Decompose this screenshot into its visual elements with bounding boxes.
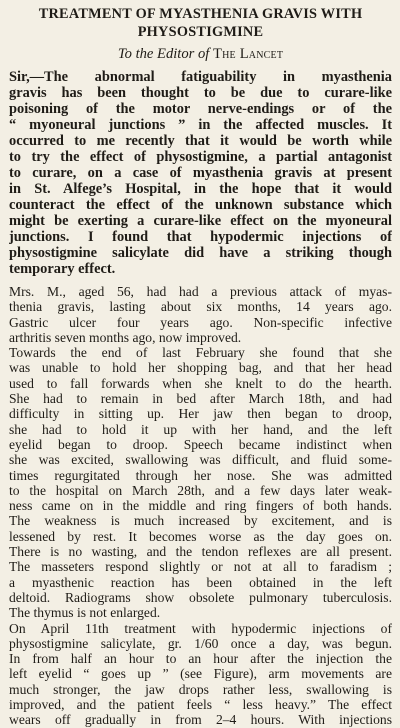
text-line: deltoid. Radiograms show obsolete pulmonary tuberculosis. xyxy=(9,589,392,605)
text-line: left eyelid “ goes up ” (see Figure), arm movements are xyxy=(9,666,392,682)
text-line: Mrs. M., aged 56, had had a previous attack of myas- xyxy=(9,284,392,299)
text-line: The weakness is much increased by excitement, and is xyxy=(9,513,392,529)
journal-name: The Lancet xyxy=(213,46,284,62)
text-line: difficulty in sitting up. Her jaw then began to droop, xyxy=(9,406,392,422)
editor-prefix: To the Editor of xyxy=(117,46,213,62)
text-line: eyelid began to droop. Speech became indistinct when xyxy=(9,436,392,452)
text-line: temporary effect. xyxy=(9,261,116,277)
text-line: The masseters respond slightly or not at all to faradism ; xyxy=(9,559,392,575)
text-line: physostigmine salicylate did have a striking though xyxy=(9,245,392,261)
text-line: arthritis seven months ago, now improved. xyxy=(9,329,242,345)
text-line: to try the effect of physostigmine, a partial antagonist xyxy=(9,149,392,165)
paragraph-treatment xyxy=(9,621,392,728)
text-line: thenia gravis, lasting about six months, 14 years ago. xyxy=(9,299,392,315)
text-line: She had to remain in bed after March 18th, and had xyxy=(9,391,392,407)
text-line: occurred to me recently that it would be worth while xyxy=(9,133,392,149)
text-line: in St. Alfege’s Hospital, in the hope that it would xyxy=(9,181,392,197)
title-line: TREATMENT OF MYASTHENIA GRAVIS WITH xyxy=(38,6,363,22)
text-line: times regurgitated through her nose. She was admitted xyxy=(9,467,392,483)
paragraph-case-history xyxy=(9,284,392,345)
text-line: improved, and the patient feels “ less heavy.” The effect xyxy=(9,697,392,713)
text-line: she was excited, swallowing was difficult, and fluid some- xyxy=(9,452,392,468)
text-line: wears off gradually in from 2–4 hours. With injections xyxy=(9,712,392,728)
text-line: to curare, on a case of myasthenia gravis at present xyxy=(9,165,392,181)
paragraph-gap xyxy=(9,277,392,284)
text-line: much stronger, the jaw drops rather less, swallowing is xyxy=(9,681,392,697)
text-line: Gastric ulcer four years ago. Non-specific infective xyxy=(9,314,392,330)
text-line: to the hospital on March 28th, and a few days later weak- xyxy=(9,482,392,498)
article-title xyxy=(9,5,392,41)
text-line: The thymus is not enlarged. xyxy=(9,605,161,621)
text-line: poisoning of the motor nerve-endings or of the xyxy=(9,101,392,117)
paragraph-intro xyxy=(9,69,392,277)
title-line: PHYSOSTIGMINE xyxy=(137,24,264,40)
paragraph-symptoms xyxy=(9,345,392,620)
text-line: Sir,—The abnormal fatiguability in myasthenia xyxy=(9,69,392,85)
text-line: she had to hold it up with her hand, and the left xyxy=(9,421,392,437)
text-line: a myasthenic reaction has been obtained in the left xyxy=(9,574,392,590)
text-line: might be exerting a curare-like effect on the myoneural xyxy=(9,213,392,229)
text-line: physostigmine salicylate, gr. 1/60 once a day, was begun. xyxy=(9,635,392,651)
text-line: In from half an hour to an hour after the injection the xyxy=(9,651,392,667)
text-line: used to fall forwards when she knelt to do the hearth. xyxy=(9,375,392,391)
text-line: lessened by rest. It becomes worse as the day goes on. xyxy=(9,528,392,544)
text-line: was unable to hold her shopping bag, and that her head xyxy=(9,360,392,376)
text-line: gravis has been thought to be due to curare-like xyxy=(9,85,392,101)
text-line: junctions. I found that hypodermic injections of xyxy=(9,229,392,245)
text-line: On April 11th treatment with hypodermic injections of xyxy=(9,620,392,636)
text-line: There is no wasting, and the tendon reflexes are all present. xyxy=(9,544,392,560)
text-line: counteract the effect of the unknown substance which xyxy=(9,197,392,213)
text-line: “ myoneural junctions ” in the affected muscles. It xyxy=(9,117,392,133)
text-line: ness came on in the middle and ring fingers of both hands. xyxy=(9,498,392,514)
editor-address-line xyxy=(9,46,392,63)
text-line: Towards the end of last February she found that she xyxy=(9,345,392,361)
